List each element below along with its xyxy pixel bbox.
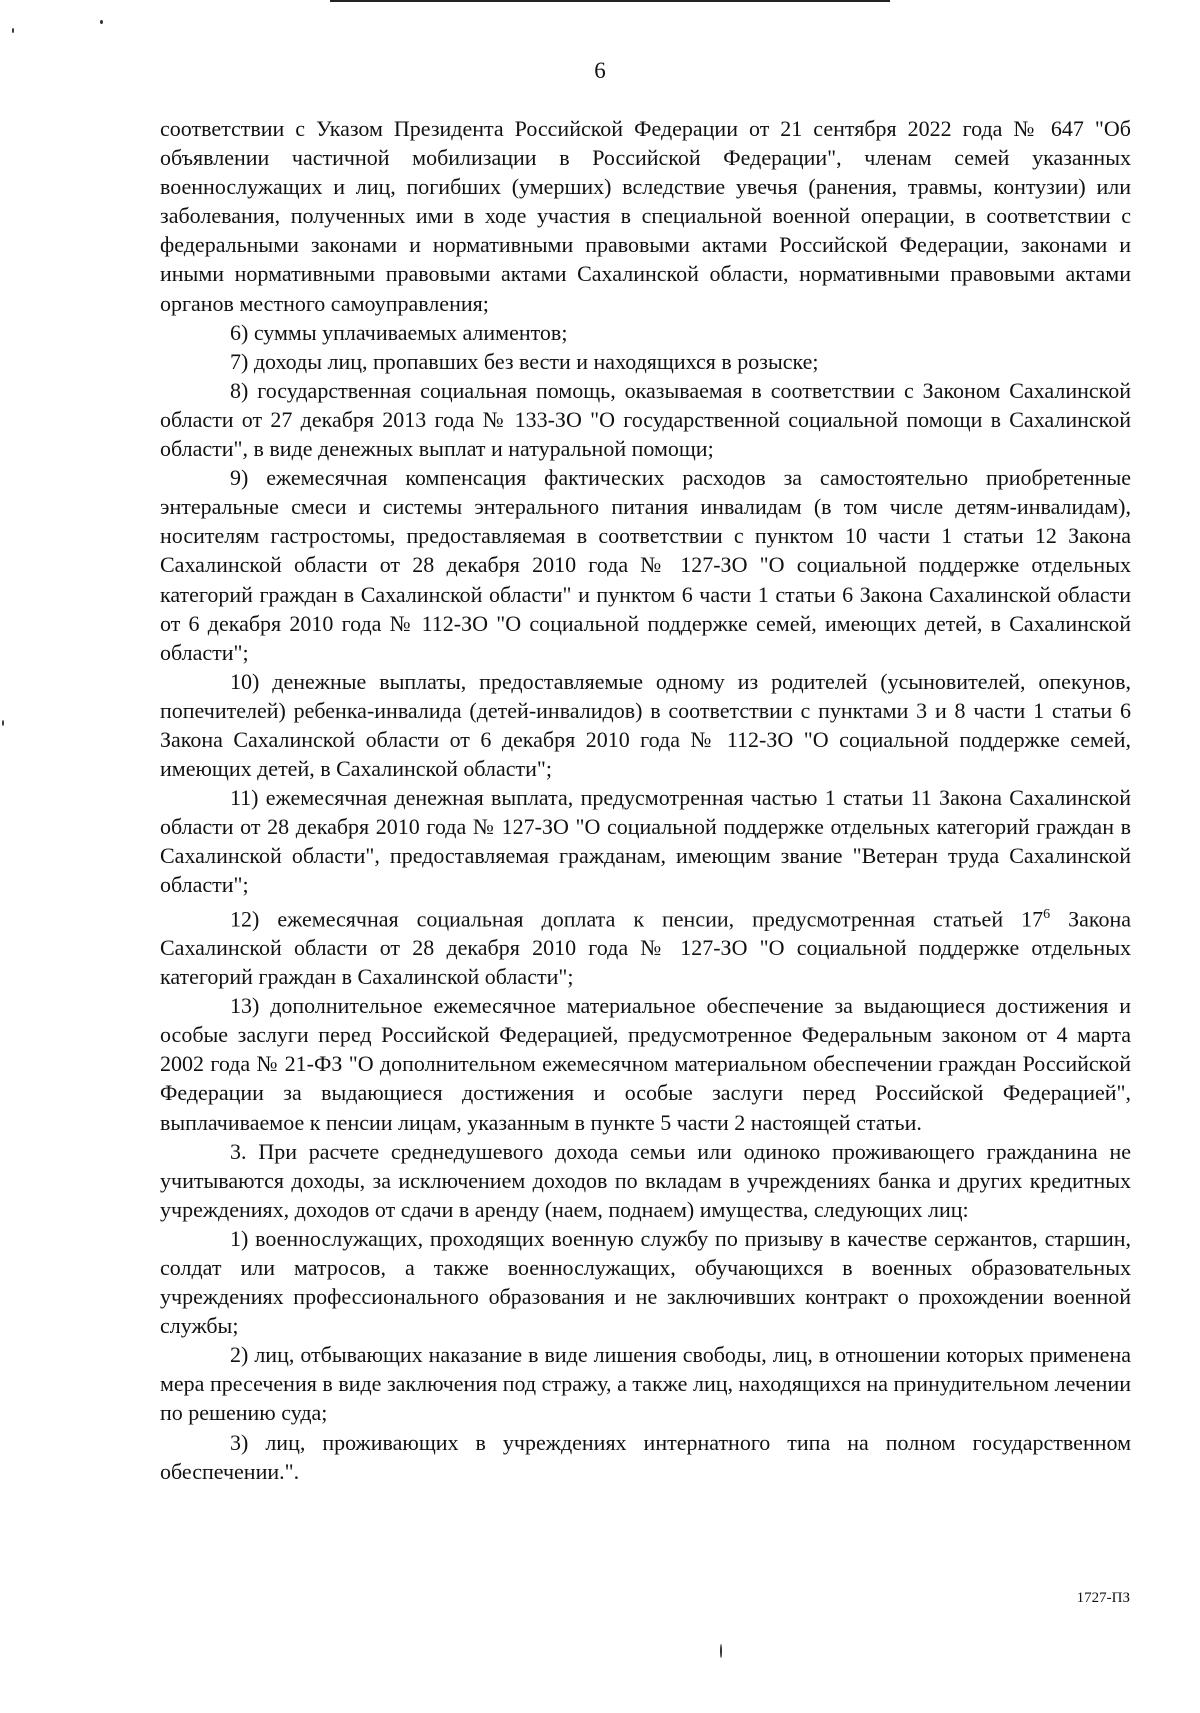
document-code: 1727-ПЗ bbox=[1076, 1590, 1130, 1606]
list-item-13: 13) дополнительное ежемесячное материальное обеспечение за выдающиеся достижения и особые заслуги перед Российской Федерацией, предусмотренное Федеральным законом от 4 марта 2002 года № 21-ФЗ "О дополнительном ежемесячном материальном обеспечении граждан Российской Федерации за выдающиеся достижения и особые заслуги перед Российской Федерацией", выплачиваемое к пенсии лицам, указанным в пункте 5 части 2 настоящей статьи. bbox=[160, 993, 1131, 1135]
section-3-item-2: 2) лиц, отбывающих наказание в виде лишения свободы, лиц, в отношении которых применена мера пресечения в виде заключения под стражу, а также лиц, находящихся на принудительном лечении по решению суда; bbox=[160, 1342, 1131, 1426]
list-item-6: 6) суммы уплачиваемых алиментов; bbox=[230, 319, 568, 345]
scan-speck bbox=[12, 28, 14, 33]
section-3-item-1: 1) военнослужащих, проходящих военную службу по призыву в качестве сержантов, старшин, солдат или матросов, а также военнослужащих, обучающихся в военных образовательных учреждениях профессионального образования и не заключивших контракт о прохождении военной службы; bbox=[160, 1225, 1131, 1339]
list-item-7: 7) доходы лиц, пропавших без вести и находящихся в розыске; bbox=[230, 348, 819, 374]
list-item-12-text-b: Закона Сахалинской области от 28 декабря 2010 года № 127-ЗО "О социальной поддержке отдельных категорий граждан в Сахалинской области"; bbox=[160, 905, 1131, 990]
scan-speck bbox=[2, 720, 4, 726]
superscript-6: 6 bbox=[1043, 906, 1051, 922]
list-item-8: 8) государственная социальная помощь, оказываемая в соответствии с Законом Сахалинской области от 27 декабря 2013 года № 133-ЗО "О государственной социальной помощи в Сахалинской области", в виде денежных выплат и натуральной помощи; bbox=[160, 377, 1131, 462]
list-item-12 bbox=[160, 900, 1131, 992]
paragraph-continuation: соответствии с Указом Президента Российской Федерации от 21 сентября 2022 года № 647 "Об объявлении частичной мобилизации в Российской Федерации", членам семей указанных военнослужащих и лиц, погибших (умерших) вследствие увечья (ранения, травмы, контузии) или заболевания, полученных ими в ходе участия в специальной военной операции, в соответствии с федеральными законами и нормативными правовыми актами Российской Федерации, законами и иными нормативными правовыми актами Сахалинской области, нормативными правовыми актами органов местного самоуправления; bbox=[160, 116, 1131, 316]
section-3-item-3: 3) лиц, проживающих в учреждениях интернатного типа на полном государственном обеспечении.". bbox=[160, 1429, 1131, 1484]
list-item-12-text-a: 12) ежемесячная социальная доплата к пенсии, предусмотренная статьей 17 bbox=[230, 905, 1044, 931]
list-item-11: 11) ежемесячная денежная выплата, предусмотренная частью 1 статьи 11 Закона Сахалинской области от 28 декабря 2010 года № 127-ЗО "О социальной поддержке отдельных категорий граждан в Сахалинской области", предоставляемая гражданам, имеющим звание "Ветеран труда Сахалинской области"; bbox=[160, 785, 1131, 898]
document-body bbox=[160, 114, 1131, 1486]
scan-top-edge-line bbox=[330, 0, 890, 2]
scan-speck bbox=[720, 1644, 722, 1658]
scan-speck bbox=[100, 20, 103, 24]
page-number: 6 bbox=[594, 58, 606, 83]
section-3-paragraph: 3. При расчете среднедушевого дохода семьи или одиноко проживающего гражданина не учитываются доходы, за исключением доходов по вкладам в учреждениях банка и других кредитных учреждениях, доходов от сдачи в аренду (наем, поднаем) имущества, следующих лиц: bbox=[160, 1138, 1131, 1222]
list-item-10: 10) денежные выплаты, предоставляемые одному из родителей (усыновителей, опекунов, попечителей) ребенка-инвалида (детей-инвалидов) в соответствии с пунктами 3 и 8 части 1 статьи 6 Закона Сахалинской области от 6 декабря 2010 года № 112-ЗО "О социальной поддержке семей, имеющих детей, в Сахалинской области"; bbox=[160, 668, 1131, 782]
list-item-9: 9) ежемесячная компенсация фактических расходов за самостоятельно приобретенные энтеральные смеси и системы энтерального питания инвалидам (в том числе детям-инвалидам), носителям гастростомы, предоставляемая в соответствии с пунктом 10 части 1 статьи 12 Закона Сахалинской области от 28 декабря 2010 года № 127-ЗО "О социальной поддержке отдельных категорий граждан в Сахалинской области" и пунктом 6 части 1 статьи 6 Закона Сахалинской области от 6 декабря 2010 года № 112-ЗО "О социальной поддержке семей, имеющих детей, в Сахалинской области"; bbox=[160, 465, 1131, 665]
